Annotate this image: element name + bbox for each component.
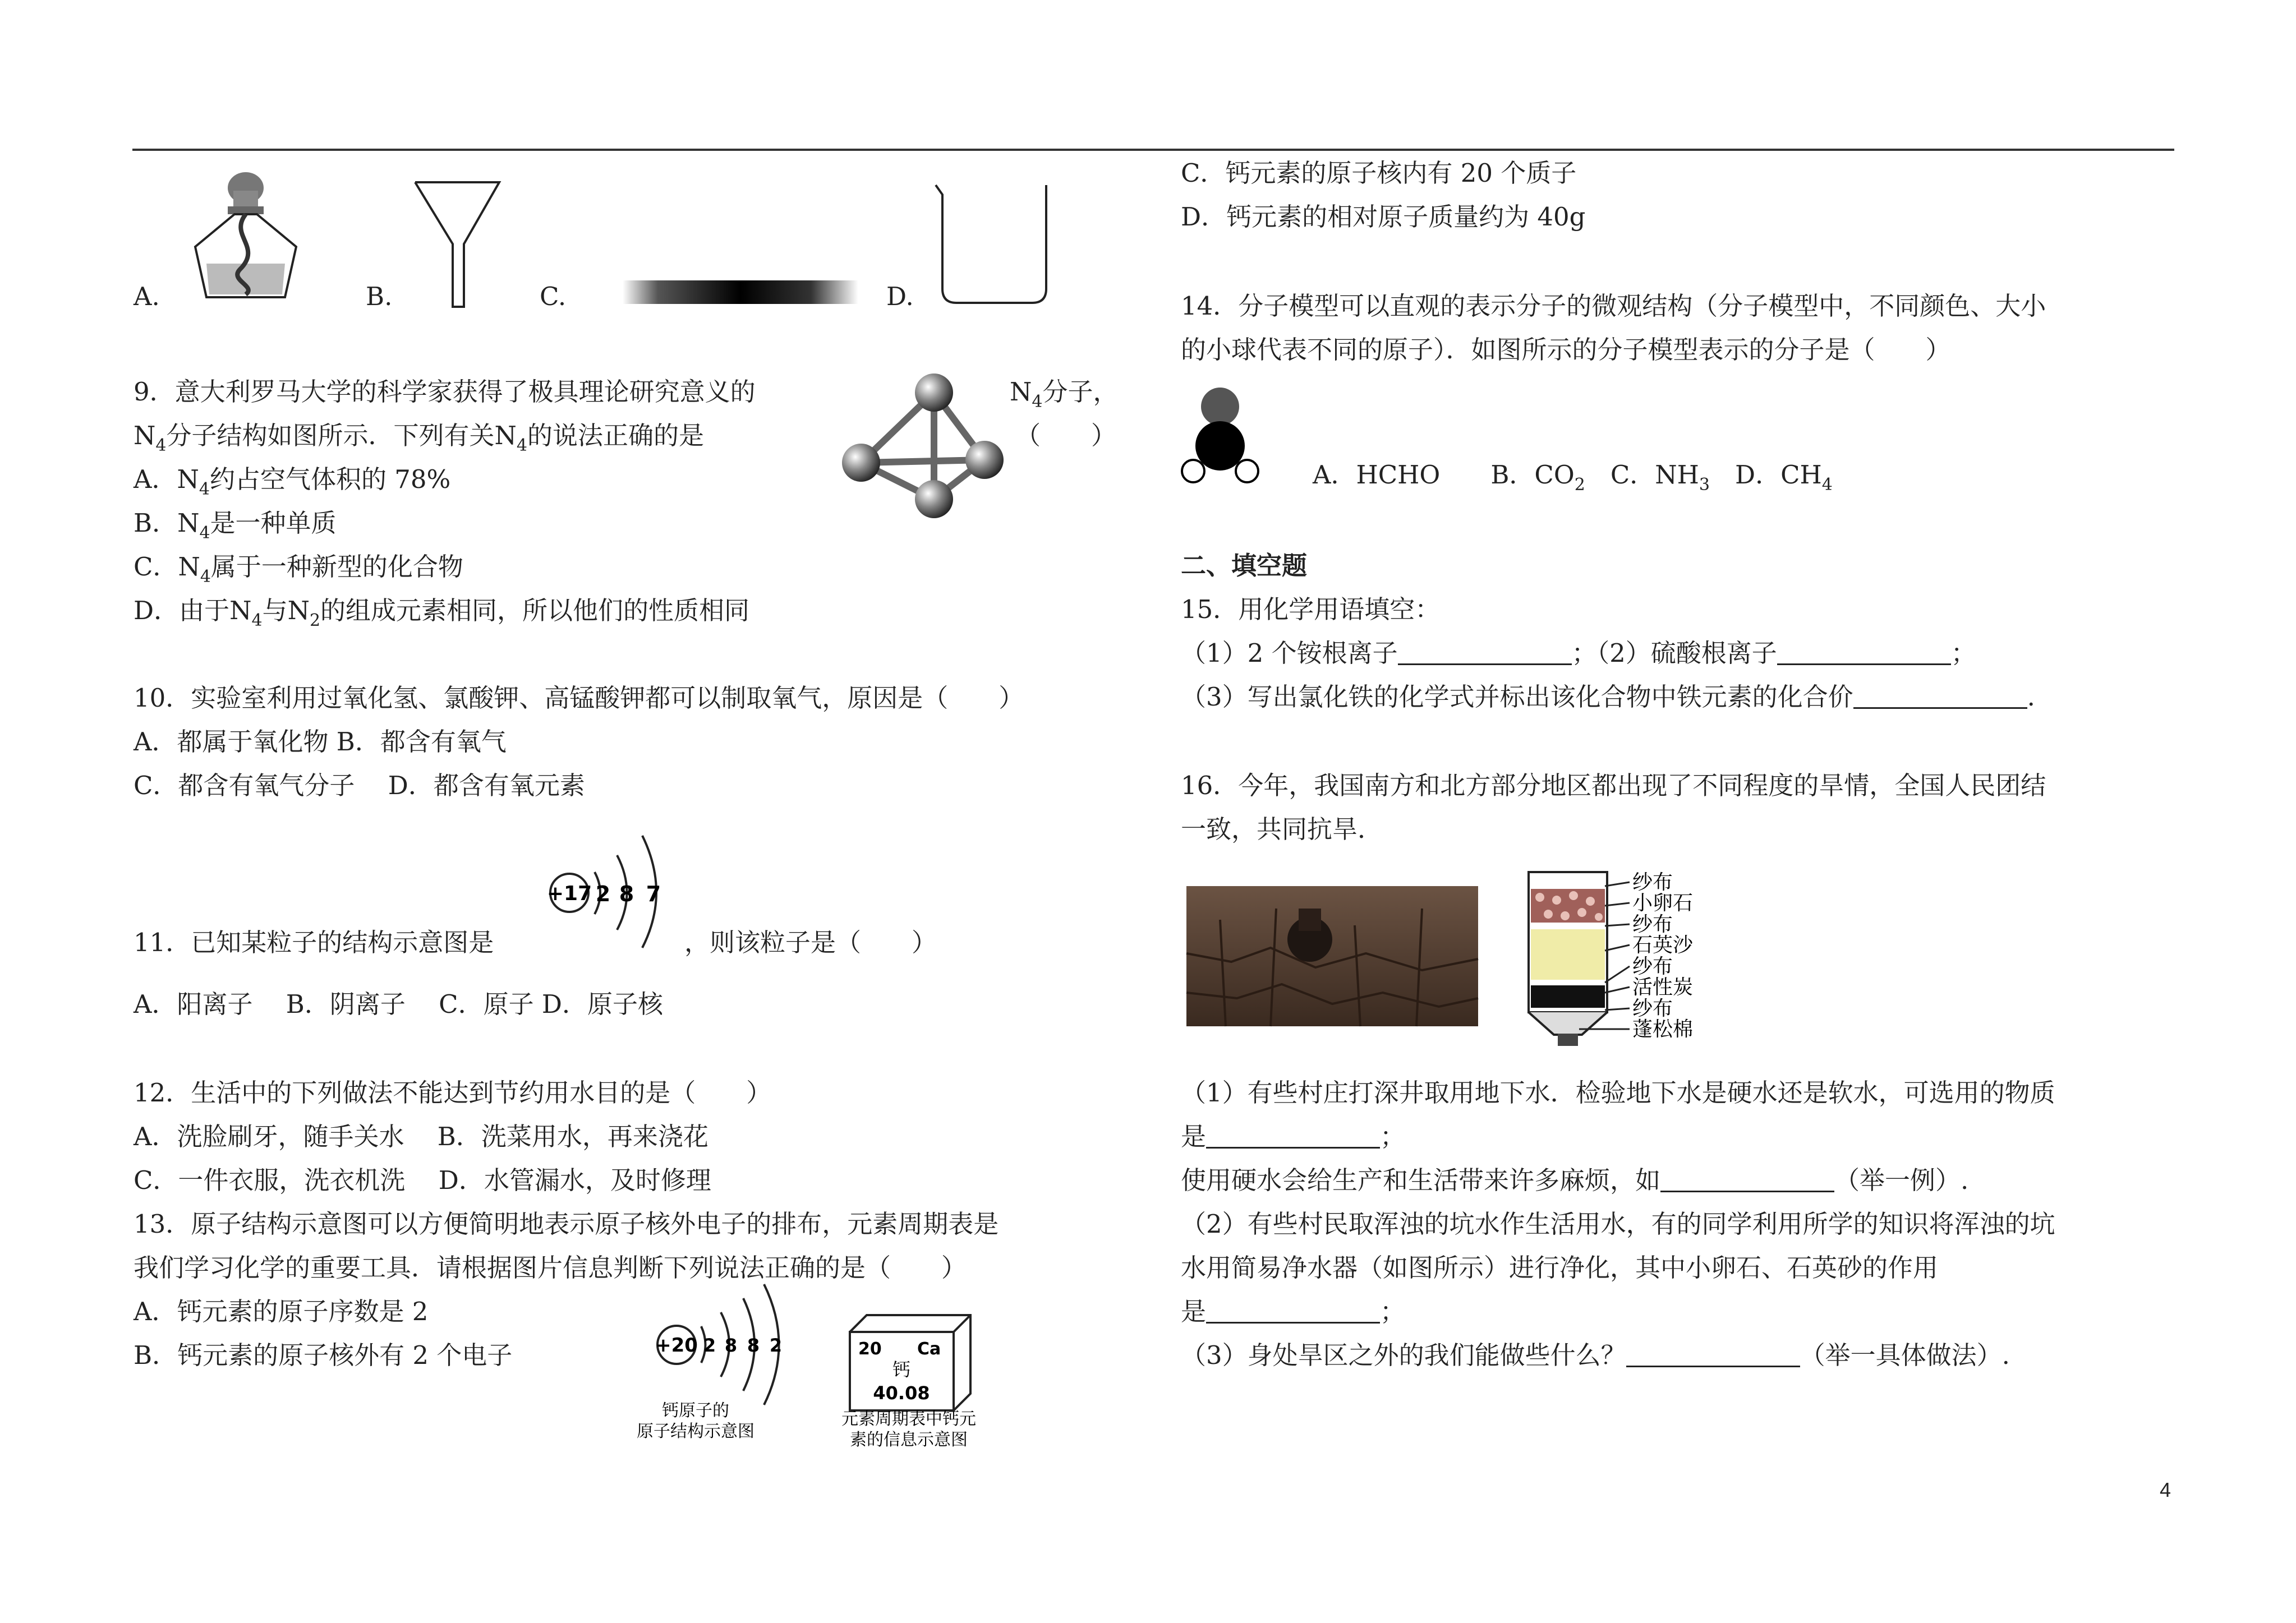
header-rule (132, 149, 2174, 151)
q8-option-a: A. (134, 282, 160, 311)
q16-part2-line3: 是 ； (1181, 1297, 1406, 1326)
beaker-image (931, 182, 1055, 306)
svg-text:8: 8 (724, 1335, 738, 1356)
svg-text:元素周期表中钙元: 元素周期表中钙元 (841, 1409, 976, 1429)
q15-line1: （1）2 个铵根离子 ；（2）硫酸根离子 ； (1181, 638, 1976, 668)
svg-text:+20: +20 (655, 1334, 698, 1357)
q8-option-d: D. (886, 282, 914, 311)
q9-option-b: B．$N_4$是一种单质 (134, 508, 337, 543)
funnel-image (412, 182, 502, 308)
section-title: 二、填空题 (1181, 551, 1308, 580)
q9-answer-paren: （ ） (1015, 421, 1117, 450)
svg-text:石英沙: 石英沙 (1632, 934, 1694, 957)
q10-stem: 10．实验室利用过氧化氢、氯酸钾、高锰酸钾都可以制取氧气，原因是（ ） (134, 683, 1024, 713)
shell-1-label: 2 (595, 882, 611, 906)
q13-option-d: D．钙元素的相对原子质量约为 40g (1181, 202, 1586, 232)
q16-part2-line2: 水用简易净水器（如图所示）进行净化，其中小卵石、石英砂的作用 (1181, 1253, 1939, 1283)
chlorine-atom-diagram (541, 819, 693, 931)
svg-text:蓬松棉: 蓬松棉 (1632, 1018, 1694, 1041)
q14-options: A．HCHO B．$CO_2$ C．$NH_3$ D．$CH_4$ (1313, 460, 1833, 495)
q14-stem-line2: 的小球代表不同的原子）．如图所示的分子模型表示的分子是（ ） (1181, 335, 1951, 365)
svg-text:小卵石: 小卵石 (1632, 892, 1694, 915)
q11-stem-b: ，则该粒子是（ ） (684, 928, 937, 957)
svg-text:40.08: 40.08 (873, 1382, 930, 1404)
q12-stem: 12．生活中的下列做法不能达到节约用水目的是（ ） (134, 1078, 772, 1108)
q13-stem-line1: 13．原子结构示意图可以方便简明地表示原子核外电子的排布，元素周期表是 (134, 1209, 999, 1239)
svg-text:Ca: Ca (917, 1339, 941, 1359)
q13-option-b: B．钙元素的原子核外有 2 个电子 (134, 1340, 513, 1370)
svg-text:2: 2 (769, 1335, 783, 1356)
svg-text:钙: 钙 (892, 1359, 911, 1380)
svg-text:纱布: 纱布 (1632, 997, 1673, 1020)
q10-options-cd: C．都含有氧气分子 D．都含有氧元素 (134, 771, 585, 800)
q16-stem-line1: 16．今年，我国南方和北方部分地区都出现了不同程度的旱情，全国人民团结 (1181, 771, 2046, 800)
svg-text:纱布: 纱布 (1632, 955, 1673, 978)
calcium-atom-diagram (639, 1279, 808, 1441)
drought-photo (1186, 886, 1478, 1026)
q13-option-c: C．钙元素的原子核内有 20 个质子 (1181, 158, 1577, 188)
svg-text:20: 20 (858, 1339, 882, 1359)
q12-options-cd: C．一件衣服，洗衣机洗 D．水管漏水，及时修理 (134, 1165, 711, 1195)
molecule-model-image (1181, 384, 1259, 482)
glass-rod-image (623, 280, 858, 304)
n4-molecule-image (841, 370, 1010, 524)
atom-nucleus-label: +17 (546, 882, 592, 905)
svg-text:活性炭: 活性炭 (1632, 976, 1694, 999)
calcium-periodic-cell (825, 1310, 1038, 1450)
q16-part1-line2: 是 ； (1181, 1122, 1406, 1151)
svg-text:纱布: 纱布 (1632, 913, 1673, 936)
q9-option-a: A．$N_4$约占空气体积的 78% (134, 464, 451, 499)
q16-part2-line1: （2）有些村民取浑浊的坑水作生活用水，有的同学利用所学的知识将浑浊的坑 (1181, 1209, 2055, 1239)
shell-3-label: 7 (646, 882, 661, 906)
svg-text:纱布: 纱布 (1632, 871, 1673, 894)
svg-text:8: 8 (747, 1335, 760, 1356)
svg-text:原子结构示意图: 原子结构示意图 (637, 1422, 754, 1441)
alcohol-lamp-image (178, 163, 291, 303)
q8-option-c: C. (540, 282, 567, 311)
q13-stem-line2: 我们学习化学的重要工具．请根据图片信息判断下列说法正确的是（ ） (134, 1253, 967, 1283)
water-filter-diagram (1517, 866, 1759, 1054)
q9-stem-line1-tail: $N_4$分子， (1010, 377, 1119, 412)
svg-text:2: 2 (703, 1335, 716, 1356)
q15-line2: （3）写出氯化铁的化学式并标出该化合物中铁元素的化合价 . (1181, 682, 2035, 712)
q8-option-b: B. (366, 282, 393, 311)
q9-option-d: D．由于$N_4$与$N_2$的组成元素相同，所以他们的性质相同 (134, 596, 750, 630)
page-number: 4 (2160, 1478, 2171, 1501)
q10-options-ab: A．都属于氧化物 B．都含有氧气 (134, 727, 507, 757)
q16-part1-line1: （1）有些村庄打深井取用地下水．检验地下水是硬水还是软水，可选用的物质 (1181, 1078, 2055, 1108)
svg-text:素的信息示意图: 素的信息示意图 (850, 1430, 968, 1450)
q16-part3: （3）身处旱区之外的我们能做些什么？ （举一具体做法）. (1181, 1340, 2010, 1370)
q11-stem-a: 11．已知某粒子的结构示意图是 (134, 928, 494, 957)
q11-options: A．阳离子 B．阴离子 C．原子 D．原子核 (134, 989, 663, 1019)
q16-stem-line2: 一致，共同抗旱． (1181, 814, 1383, 844)
shell-2-label: 8 (619, 882, 634, 906)
q15-stem: 15．用化学用语填空： (1181, 594, 1441, 624)
q16-part1-line3: 使用硬水会给生产和生活带来许多麻烦，如 （举一例）. (1181, 1165, 1969, 1195)
svg-text:钙原子的: 钙原子的 (662, 1401, 729, 1421)
q9-stem-line1: 9．意大利罗马大学的科学家获得了极具理论研究意义的 (134, 377, 756, 407)
q14-stem-line1: 14．分子模型可以直观的表示分子的微观结构（分子模型中，不同颜色、大小 (1181, 291, 2046, 321)
q9-stem-line2: $N_4$分子结构如图所示．下列有关$N_4$的说法正确的是 (134, 421, 704, 455)
q12-options-ab: A．洗脸刷牙，随手关水 B．洗菜用水，再来浇花 (134, 1122, 708, 1151)
q9-option-c: C．$N_4$属于一种新型的化合物 (134, 552, 463, 587)
q13-option-a: A．钙元素的原子序数是 2 (134, 1297, 429, 1326)
